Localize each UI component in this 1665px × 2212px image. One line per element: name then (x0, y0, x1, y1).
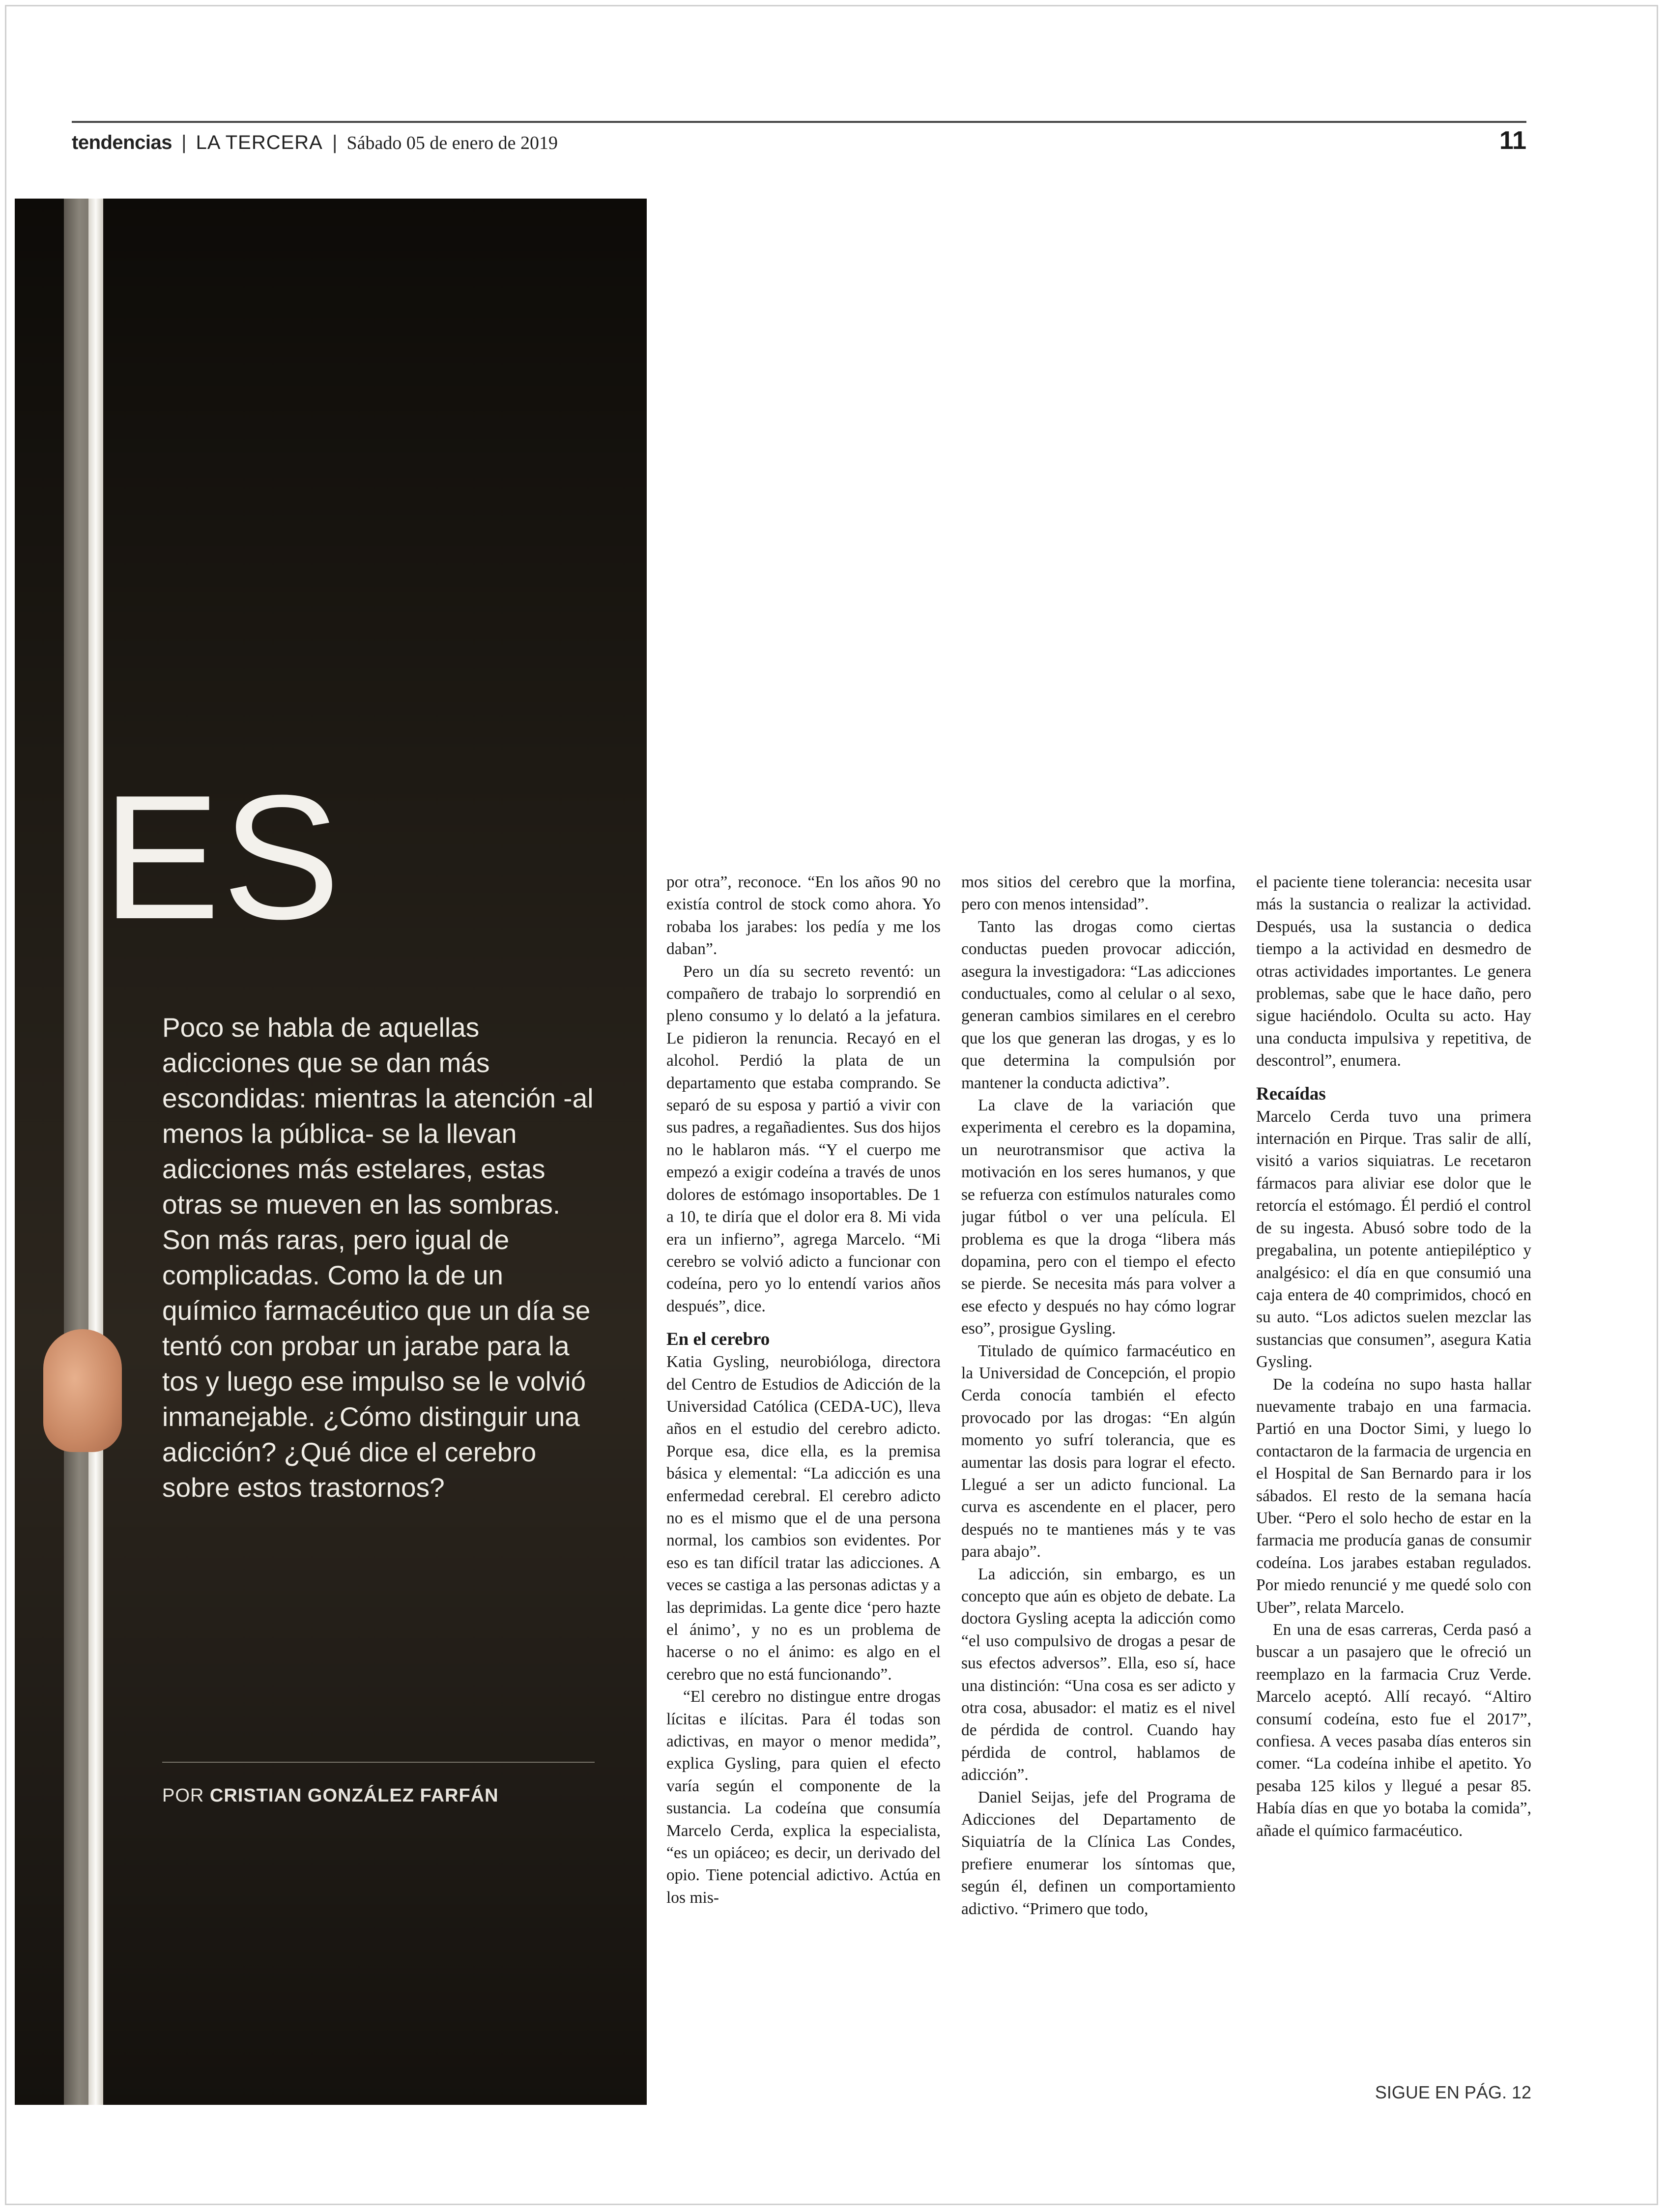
paragraph: mos sitios del cerebro que la morfina, pero con menos intensidad”. (961, 873, 1235, 914)
article-column-1 (666, 871, 941, 2105)
paragraph: En una de esas carreras, Cerda pasó a buscar a un pasajero que le ofreció un reemplazo en la farmacia Cruz Verde. Marcelo aceptó. Allí recayó. “Altiro consumí codeína, esto fue el 2017”, confiesa. A veces pasaba días enteros sin comer. “La codeína inhibe el apetito. Yo pesaba 125 kilos y llegué a pesar 85. Había días en que yo botaba la comida”, añade el químico farmacéutico. (1256, 1621, 1531, 1840)
paragraph: Katia Gysling, neurobióloga, directora del Centro de Estudios de Adicción de la Universidad Católica (CEDA-UC), lleva años en el estudio del cerebro adicto. Porque esa, dice ella, es la premisa básica y elemental: “La adicción es una enfermedad cerebral. El cerebro adicto no es el mismo que el de una persona normal, los cambios son evidentes. Por eso es tan difícil tratar las adicciones. A veces se castiga a las personas adictas y a las deprimidas. La gente dice ‘pero hazte el ánimo’, y no es un problema de hacerse o no el ánimo: es algo en el cerebro que no está funcionando”. (666, 1353, 941, 1684)
page-number: 11 (1499, 126, 1526, 155)
article-column-2 (961, 871, 1235, 2105)
header-separator: | (181, 132, 187, 153)
issue-date: Sábado 05 de enero de 2019 (346, 133, 558, 153)
paragraph: Daniel Seijas, jefe del Programa de Adicciones del Departamento de Siquiatría de la Clínica Las Condes, prefiere enumerar los síntomas que, según él, definen un comportamiento adictivo. “Primero que todo, (961, 1788, 1235, 1918)
continued-note: SIGUE EN PÁG. 12 (1375, 2082, 1531, 2102)
paragraph: el paciente tiene tolerancia: necesita usar más la sustancia o realizar la actividad. Después, usa la sustancia o dedica tiempo a la actividad en desmedro de otras actividades importantes. Le genera problemas, sabe que le hace daño, pero sigue haciéndolo. Oculta su acto. Hay una conducta impulsiva y repetitiva, de descontrol”, enumera. (1256, 873, 1531, 1070)
article-column-3 (1256, 871, 1531, 2105)
pole-graphic (88, 199, 103, 2105)
paragraph: Marcelo Cerda tuvo una primera internación en Pirque. Tras salir de allí, visitó a varios siquiatras. Le recetaron fármacos para aliviar ese dolor que le retorcía el estómago. Él perdió el control de su ingesta. Abusó sobre todo de la pregabalina, un potente antiepiléptico y analgésico: el día en que consumió una caja entera de 40 comprimidos, chocó en su auto. “Los adictos suelen mezclar las sustancias que consumen”, asegura Katia Gysling. (1256, 1107, 1531, 1371)
hero-image (15, 199, 647, 2105)
paragraph: La adicción, sin embargo, es un concepto que aún es objeto de debate. La doctora Gysling acepta la adicción como “el uso compulsivo de drogas a pesar de sus efectos adversos”. Ella, eso sí, hace una distinción: “Una cosa es ser adicto y otra cosa, abusador: el matiz es el nivel de pérdida de control. Cuando hay pérdida de control, hablamos de adicción”. (961, 1565, 1235, 1784)
subheading: En el cerebro (666, 1329, 770, 1350)
lede-text: Poco se habla de aquellas adicciones que se dan más escondidas: mientras la atención -al menos la pública- se la llevan adicciones más estelares, estas otras se mueven en las sombras. Son más raras, pero igual de complicadas. Como la de un químico farmacéutico que un día se tentó con probar un jarabe para la tos y luego ese impulso se le volvió inmanejable. ¿Cómo distinguir una adicción? ¿Qué dice el cerebro sobre estos trastornos? (162, 1012, 594, 1503)
header-left (72, 132, 558, 154)
author-name: CRISTIAN GONZÁLEZ FARFÁN (209, 1785, 499, 1806)
hand-graphic (43, 1329, 122, 1452)
page-header (72, 121, 1526, 157)
byline-prefix: POR (162, 1785, 204, 1806)
paragraph: La clave de la variación que experimenta el cerebro es la dopamina, un neurotransmisor que activa la motivación en los seres humanos, y que se refuerza con estímulos naturales como jugar fútbol o ver una película. El problema es que la droga “libera más dopamina, pero con el tiempo el efecto se pierde. Se necesita más para volver a ese efecto y después no hay cómo lograr eso”, prosigue Gysling. (961, 1096, 1235, 1338)
publication-name: LA TERCERA (196, 132, 323, 153)
paragraph: “El cerebro no distingue entre drogas lícitas e ilícitas. Para él todas son adictivas, en mayor o menor medida”, explica Gysling, para quien el efecto varía según el componente de la sustancia. La codeína que consumía Marcelo Cerda, explica la especialista, “es un opiáceo; es decir, un derivado del opio. Tiene potencial adictivo. Actúa en los mis- (666, 1688, 941, 1907)
paragraph: Pero un día su secreto reventó: un compañero de trabajo lo sorprendió en pleno consumo y lo delató a la jefatura. Le pidieron la renuncia. Recayó en el alcohol. Perdió la plata de un departamento que estaba comprando. Se separó de su esposa y partió a vivir con sus padres, a regañadientes. Sus dos hijos no le hablaron más. “Y el cuerpo me empezó a exigir codeína a través de unos dolores de estómago insoportables. De 1 a 10, te diría que el dolor era 8. Mi vida era un infierno”, agrega Marcelo. “Mi cerebro se volvió adicto a funcionar con codeína, pero yo lo entendí varios años después”, dice. (666, 962, 941, 1315)
paragraph: Tanto las drogas como ciertas conductas pueden provocar adicción, asegura la investigadora: “Las adicciones conductuales, como al celular o al sexo, generan cambios similares en el cerebro que los que generan las drogas, y es lo que determina la compulsión por mantener la conducta adictiva”. (961, 917, 1235, 1092)
header-separator: | (332, 132, 338, 153)
paragraph: Titulado de químico farmacéutico en la Universidad de Concepción, el propio Cerda conocía también el efecto provocado por las drogas: “En algún momento yo sufrí tolerancia, que es aumentar las dosis para lograr el efecto. Llegué a ser un adicto funcional. La curva es ascendente en el placer, pero después no te mantienes más y te vas para abajo”. (961, 1341, 1235, 1561)
byline (162, 1785, 499, 1806)
byline-divider (162, 1762, 595, 1763)
subheading: Recaídas (1256, 1083, 1326, 1104)
paragraph: por otra”, reconoce. “En los años 90 no existía control de stock como ahora. Yo robaba los jarabes: los pedía y me los daban”. (666, 873, 941, 959)
section-name: tendencias (72, 132, 172, 153)
headline-letters: ES (102, 758, 343, 956)
paragraph: De la codeína no supo hasta hallar nuevamente trabajo en una farmacia. Partió en una Doctor Simi, y luego lo contactaron de la farmacia de urgencia en el Hospital de San Bernardo para ir los sábados. El resto de la semana hacía Uber. “Pero el solo hecho de estar en la farmacia me producía ganas de consumir codeína. Los jarabes estaban regulados. Por miedo renuncié y me quedé solo con Uber”, relata Marcelo. (1256, 1375, 1531, 1617)
